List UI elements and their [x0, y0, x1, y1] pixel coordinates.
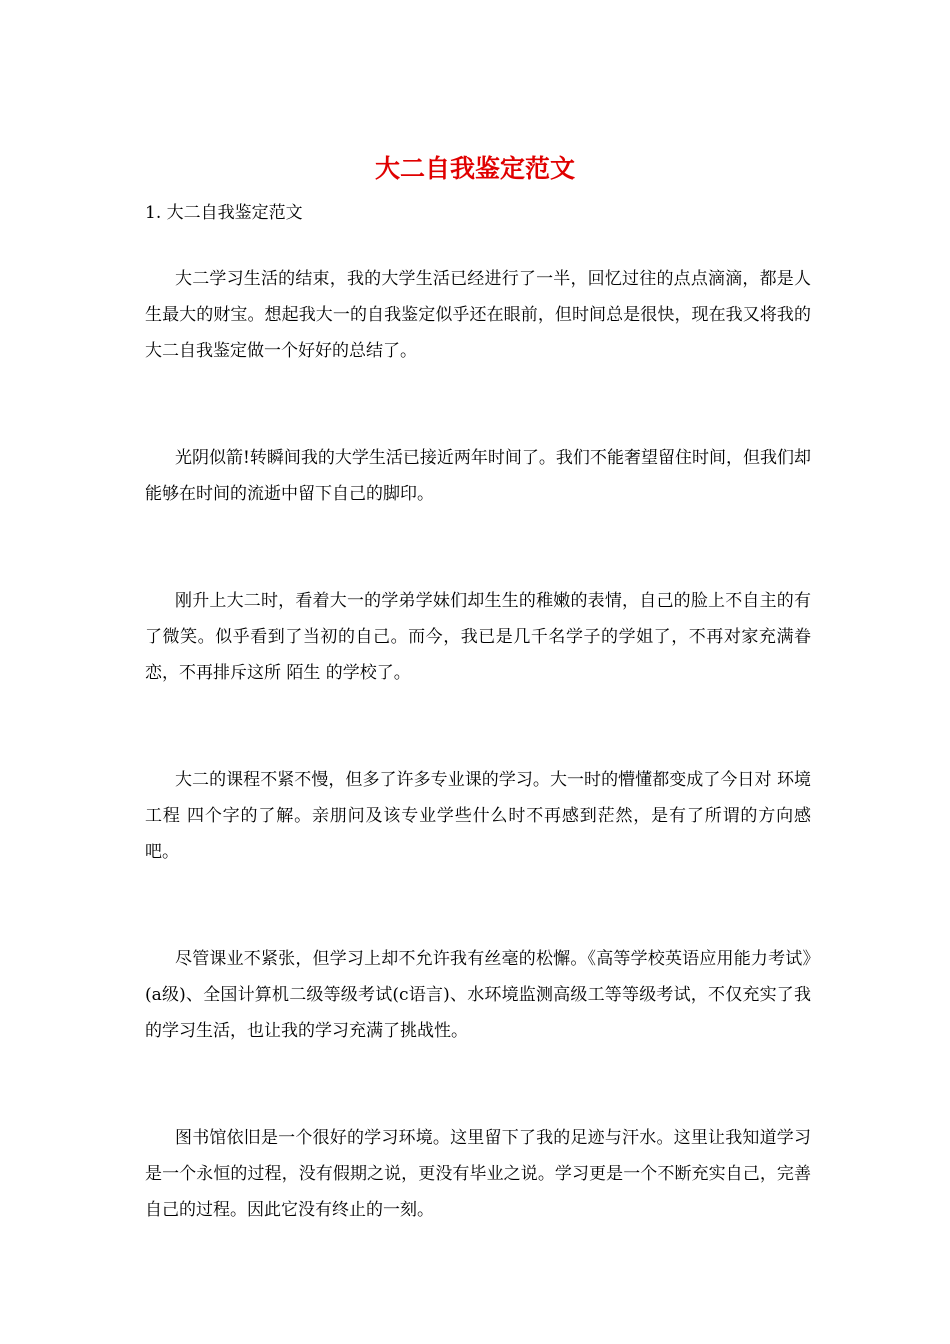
page-title: 大二自我鉴定范文: [374, 154, 575, 183]
paragraph-6: 图书馆依旧是一个很好的学习环境。这里留下了我的足迹与汗水。这里让我知道学习是一个永恒的过程，没有假期之说，更没有毕业之说。学习更是一个不断充实自己，完善自己的过程。因此它没有终止的一刻。: [145, 1128, 811, 1220]
paragraph-4: 大二的课程不紧不慢，但多了许多专业课的学习。大一时的懵懂都变成了今日对 环境工程 四个字的了解。亲朋问及该专业学些什么时不再感到茫然，是有了所谓的方向感吧。: [145, 770, 811, 862]
section-heading: 1. 大二自我鉴定范文: [145, 203, 303, 223]
paragraph-1: 大二学习生活的结束，我的大学生活已经进行了一半，回忆过往的点点滴滴，都是人生最大的财宝。想起我大一的自我鉴定似乎还在眼前，但时间总是很快，现在我又将我的大二自我鉴定做一个好好的总结了。: [145, 269, 811, 361]
paragraph-2: 光阴似箭!转瞬间我的大学生活已接近两年时间了。我们不能奢望留住时间，但我们却能够在时间的流逝中留下自己的脚印。: [145, 448, 811, 504]
paragraph-5: 尽管课业不紧张，但学习上却不允许我有丝毫的松懈。《高等学校英语应用能力考试》(a级)、全国计算机二级等级考试(c语言)、水环境监测高级工等等级考试，不仅充实了我的学习生活，也让我的学习充满了挑战性。: [145, 949, 811, 1041]
paragraph-3: 刚升上大二时，看着大一的学弟学妹们却生生的稚嫩的表情，自己的脸上不自主的有了微笑。似乎看到了当初的自己。而今，我已是几千名学子的学姐了，不再对家充满眷恋，不再排斥这所 陌生 的学校了。: [145, 591, 811, 683]
